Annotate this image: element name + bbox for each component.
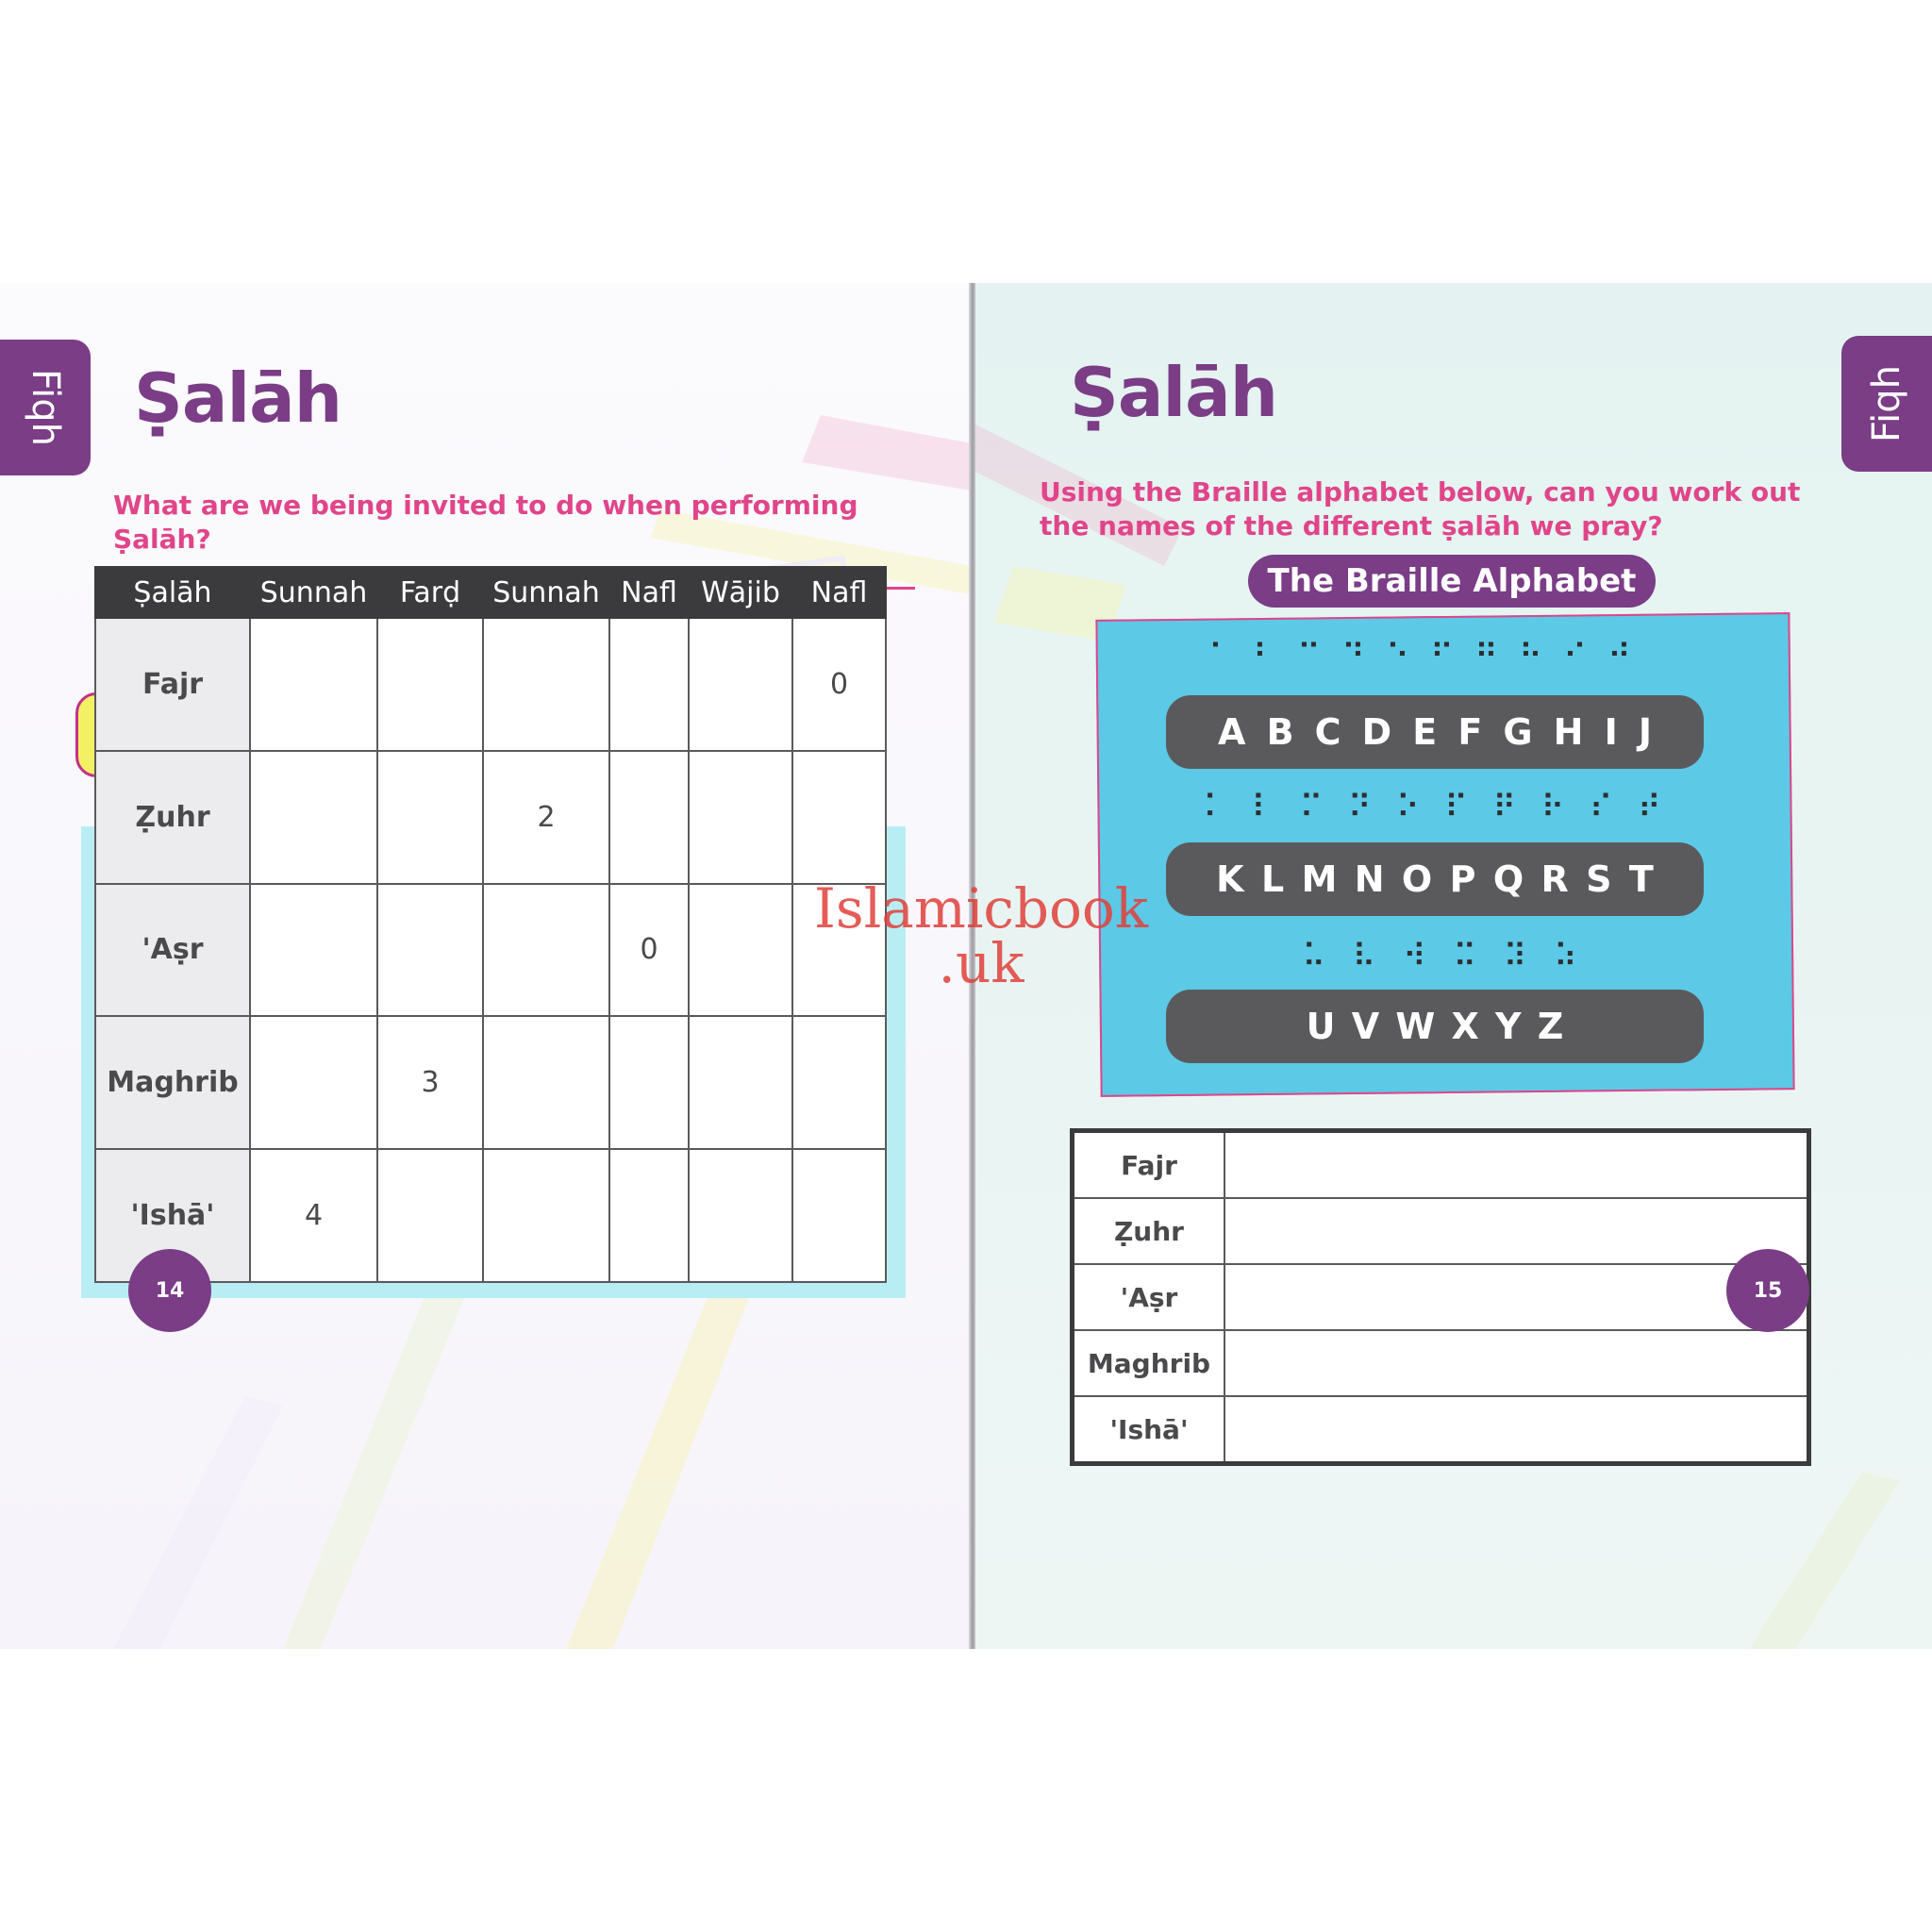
- braille-dots-row-1: [1198, 638, 1641, 675]
- braille-char: ⠏: [1444, 789, 1468, 826]
- page-number-left: 14: [128, 1249, 211, 1332]
- braille-char: ⠕: [1395, 789, 1420, 826]
- table-row: [95, 1016, 886, 1149]
- table-cell[interactable]: 0: [609, 884, 689, 1017]
- header-nafl-2: Nafl: [792, 567, 886, 618]
- question-text: What are we being invited to do when performing Ṣalāh?: [113, 490, 858, 555]
- letter: B: [1266, 711, 1294, 753]
- braille-char: ⠇: [1251, 789, 1275, 826]
- braille-char: ⠋: [1430, 638, 1454, 675]
- letter: J: [1638, 711, 1652, 753]
- table-row: [95, 884, 886, 1017]
- letter: E: [1412, 711, 1438, 753]
- question-text: [1040, 475, 1813, 543]
- table-cell[interactable]: [689, 1016, 792, 1149]
- table-cell[interactable]: [792, 751, 886, 884]
- table-cell[interactable]: [250, 884, 377, 1017]
- header-sunnah: Sunnah: [250, 567, 377, 618]
- braille-char: ⠧: [1352, 938, 1376, 975]
- letter-bar-u-z: [1166, 990, 1704, 1063]
- table-row: [1073, 1330, 1809, 1396]
- watermark-line-2: .uk: [938, 931, 1024, 995]
- letter: X: [1451, 1006, 1479, 1047]
- watermark: [792, 876, 1170, 995]
- table-cell[interactable]: [483, 618, 609, 751]
- braille-char: ⠛: [1474, 638, 1498, 675]
- table-cell[interactable]: [377, 618, 483, 751]
- braille-char: ⠚: [1607, 638, 1631, 675]
- row-label: Ẓuhr: [95, 751, 250, 884]
- letter: U: [1306, 1006, 1336, 1047]
- table-cell[interactable]: [483, 1149, 609, 1282]
- table-row: [95, 751, 886, 884]
- braille-char: ⠥: [1302, 938, 1326, 975]
- answer-cell[interactable]: [1224, 1264, 1809, 1330]
- braille-char: ⠞: [1637, 789, 1661, 826]
- table-cell[interactable]: [483, 884, 609, 1017]
- table-cell[interactable]: [377, 1149, 483, 1282]
- table-cell[interactable]: [377, 751, 483, 884]
- table-row: [95, 618, 886, 751]
- salah-names-table: [1070, 1128, 1811, 1466]
- row-label: 'Aṣr: [1073, 1264, 1225, 1330]
- braille-char: ⠽: [1503, 938, 1527, 975]
- answer-cell[interactable]: [1224, 1131, 1809, 1199]
- fiqh-tab: [1841, 336, 1932, 472]
- braille-char: ⠅: [1203, 789, 1227, 826]
- header-nafl: Nafl: [609, 567, 689, 618]
- table-header-row: [95, 567, 886, 618]
- letter: I: [1604, 711, 1618, 753]
- letter: N: [1354, 858, 1385, 900]
- page-number-right: 15: [1726, 1249, 1809, 1332]
- answer-cell[interactable]: [1224, 1396, 1809, 1464]
- braille-alphabet-title: The Braille Alphabet: [1248, 555, 1656, 608]
- table-cell[interactable]: [250, 1016, 377, 1149]
- letter: F: [1457, 711, 1483, 753]
- braille-char: ⠗: [1541, 789, 1565, 826]
- braille-dots-row-2: [1191, 789, 1674, 826]
- header-fard: Farḍ: [377, 567, 483, 618]
- header-sunnah-2: Sunnah: [483, 567, 609, 618]
- table-cell[interactable]: [689, 884, 792, 1017]
- braille-char: ⠺: [1402, 938, 1426, 975]
- table-cell[interactable]: [689, 618, 792, 751]
- watermark-line-1: Islamicbook: [814, 876, 1148, 941]
- row-label: 'Ishā': [1073, 1396, 1225, 1464]
- letter: S: [1586, 858, 1612, 900]
- table-row: [1073, 1264, 1809, 1330]
- table-row: [1073, 1396, 1809, 1464]
- braille-char: ⠎: [1589, 789, 1613, 826]
- braille-char: ⠊: [1563, 638, 1587, 675]
- row-label: 'Ishā': [95, 1149, 250, 1282]
- table-cell[interactable]: 4: [250, 1149, 377, 1282]
- letter: T: [1628, 858, 1654, 900]
- braille-char: ⠃: [1253, 638, 1276, 675]
- table-cell[interactable]: 0: [792, 618, 886, 751]
- letter: K: [1216, 858, 1244, 900]
- table-cell[interactable]: [609, 751, 689, 884]
- braille-char: ⠭: [1453, 938, 1477, 975]
- letter: Q: [1492, 858, 1524, 900]
- table-cell[interactable]: [250, 751, 377, 884]
- letter: L: [1260, 858, 1285, 900]
- letter: R: [1541, 858, 1569, 900]
- table-cell[interactable]: [609, 1149, 689, 1282]
- braille-char: ⠙: [1341, 638, 1365, 675]
- table-cell[interactable]: [609, 1016, 689, 1149]
- row-label: Fajr: [1073, 1131, 1225, 1199]
- braille-dots-row-3: [1289, 938, 1591, 975]
- letter: A: [1218, 711, 1246, 753]
- braille-char: ⠉: [1297, 638, 1321, 675]
- fiqh-tab: [0, 340, 91, 475]
- table-cell[interactable]: 2: [483, 751, 609, 884]
- answer-cell[interactable]: [1224, 1330, 1809, 1396]
- page-title: Ṣalāh: [1070, 353, 1277, 432]
- question-line-2: the names of the different ṣalāh we pray?: [1040, 510, 1663, 541]
- table-cell[interactable]: [250, 618, 377, 751]
- rakat-table: [94, 566, 887, 1283]
- row-label: Ẓuhr: [1073, 1198, 1225, 1264]
- table-row: [1073, 1198, 1809, 1264]
- braille-char: ⠍: [1299, 789, 1324, 826]
- letter: M: [1301, 858, 1338, 900]
- row-label: Fajr: [95, 618, 250, 751]
- letter: D: [1361, 711, 1392, 753]
- page-title: Ṣalāh: [134, 358, 341, 438]
- table-cell[interactable]: [689, 1149, 792, 1282]
- braille-char: ⠝: [1347, 789, 1372, 826]
- row-label: Maghrib: [1073, 1330, 1225, 1396]
- table-cell[interactable]: [377, 884, 483, 1017]
- table-cell[interactable]: [792, 1149, 886, 1282]
- braille-char: ⠵: [1553, 938, 1577, 975]
- row-label: Maghrib: [95, 1016, 250, 1149]
- fiqh-tab-label: Fiqh: [23, 369, 67, 446]
- header-wajib: Wājib: [689, 567, 792, 618]
- letter: Z: [1537, 1006, 1564, 1047]
- table-cell[interactable]: [792, 1016, 886, 1149]
- row-label: 'Aṣr: [95, 884, 250, 1017]
- letter: H: [1553, 711, 1584, 753]
- letter: O: [1401, 858, 1433, 900]
- fiqh-tab-label: Fiqh: [1864, 365, 1908, 442]
- letter: V: [1351, 1006, 1380, 1047]
- braille-char: ⠟: [1492, 789, 1517, 826]
- letter: Y: [1495, 1006, 1522, 1047]
- header-salah: Ṣalāh: [95, 567, 250, 618]
- table-row: [95, 1149, 886, 1282]
- letter-bar-a-j: [1166, 695, 1704, 769]
- letter: G: [1503, 711, 1533, 753]
- table-cell[interactable]: 3: [377, 1016, 483, 1149]
- table-cell[interactable]: [483, 1016, 609, 1149]
- table-row: [1073, 1131, 1809, 1199]
- braille-char: ⠓: [1519, 638, 1542, 675]
- answer-cell[interactable]: [1224, 1198, 1809, 1264]
- table-cell[interactable]: [689, 751, 792, 884]
- letter-bar-k-t: [1166, 842, 1704, 916]
- question-line-1: Using the Braille alphabet below, can you work out: [1040, 476, 1801, 508]
- letter: W: [1395, 1006, 1436, 1047]
- braille-char: ⠁: [1208, 638, 1232, 675]
- table-cell[interactable]: [609, 618, 689, 751]
- letter: P: [1449, 858, 1476, 900]
- braille-char: ⠑: [1386, 638, 1409, 675]
- letter: C: [1314, 711, 1341, 753]
